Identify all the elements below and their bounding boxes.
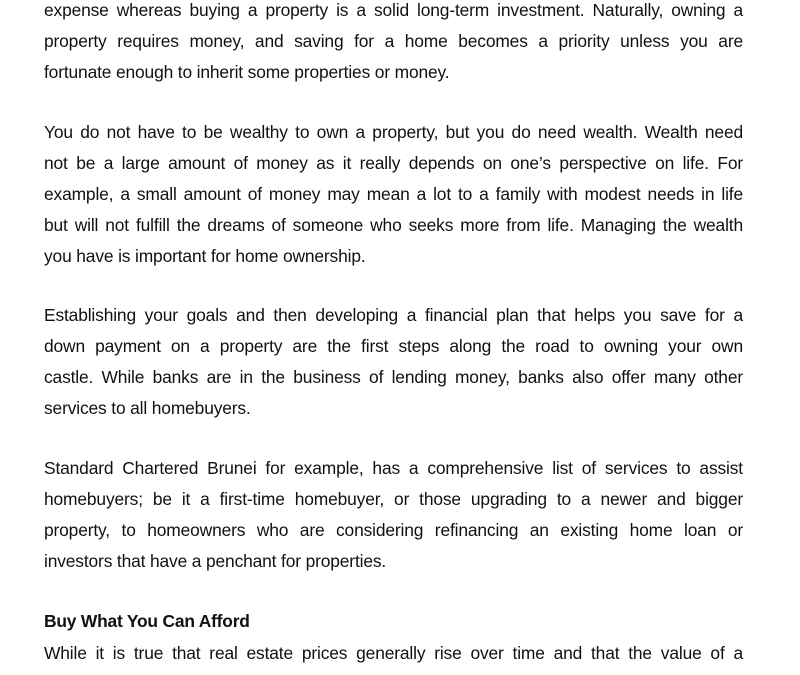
text-line: but will not fulfill the dreams of someone who seeks more from life. Managing the wealth: [44, 215, 743, 235]
text-line: expense whereas buying a property is a solid long-term investment. Naturally, owning a: [44, 0, 743, 20]
text-line: example, a small amount of money may mean a lot to a family with modest needs in life: [44, 184, 743, 204]
text-line: fortunate enough to inherit some properties or money.: [44, 62, 450, 82]
text-line: not be a large amount of money as it really depends on one’s perspective on life. For: [44, 153, 743, 173]
text-line: castle. While banks are in the business of lending money, banks also offer many other: [44, 367, 743, 387]
section-heading: Buy What You Can Afford: [44, 611, 250, 631]
text-line: you have is important for home ownership.: [44, 246, 366, 266]
text-line: You do not have to be wealthy to own a property, but you do need wealth. Wealth need: [44, 122, 743, 142]
text-line: services to all homebuyers.: [44, 398, 251, 418]
paragraph-2: [44, 117, 743, 272]
paragraph-1: [44, 0, 743, 88]
text-line: homebuyers; be it a first-time homebuyer, or those upgrading to a newer and bigger: [44, 489, 743, 509]
paragraph-4: [44, 453, 743, 577]
text-line: property, to homeowners who are considering refinancing an existing home loan or: [44, 520, 743, 540]
text-line: property requires money, and saving for a home becomes a priority unless you are: [44, 31, 743, 51]
text-line: Establishing your goals and then developing a financial plan that helps you save for a: [44, 305, 743, 325]
paragraph-3: [44, 300, 743, 424]
text-line: Standard Chartered Brunei for example, has a comprehensive list of services to assist: [44, 458, 743, 478]
text-line: investors that have a penchant for properties.: [44, 551, 387, 571]
text-line: down payment on a property are the first steps along the road to owning your own: [44, 336, 743, 356]
text-line: While it is true that real estate prices generally rise over time and that the value of a: [44, 643, 743, 663]
paragraph-5: [44, 638, 743, 669]
